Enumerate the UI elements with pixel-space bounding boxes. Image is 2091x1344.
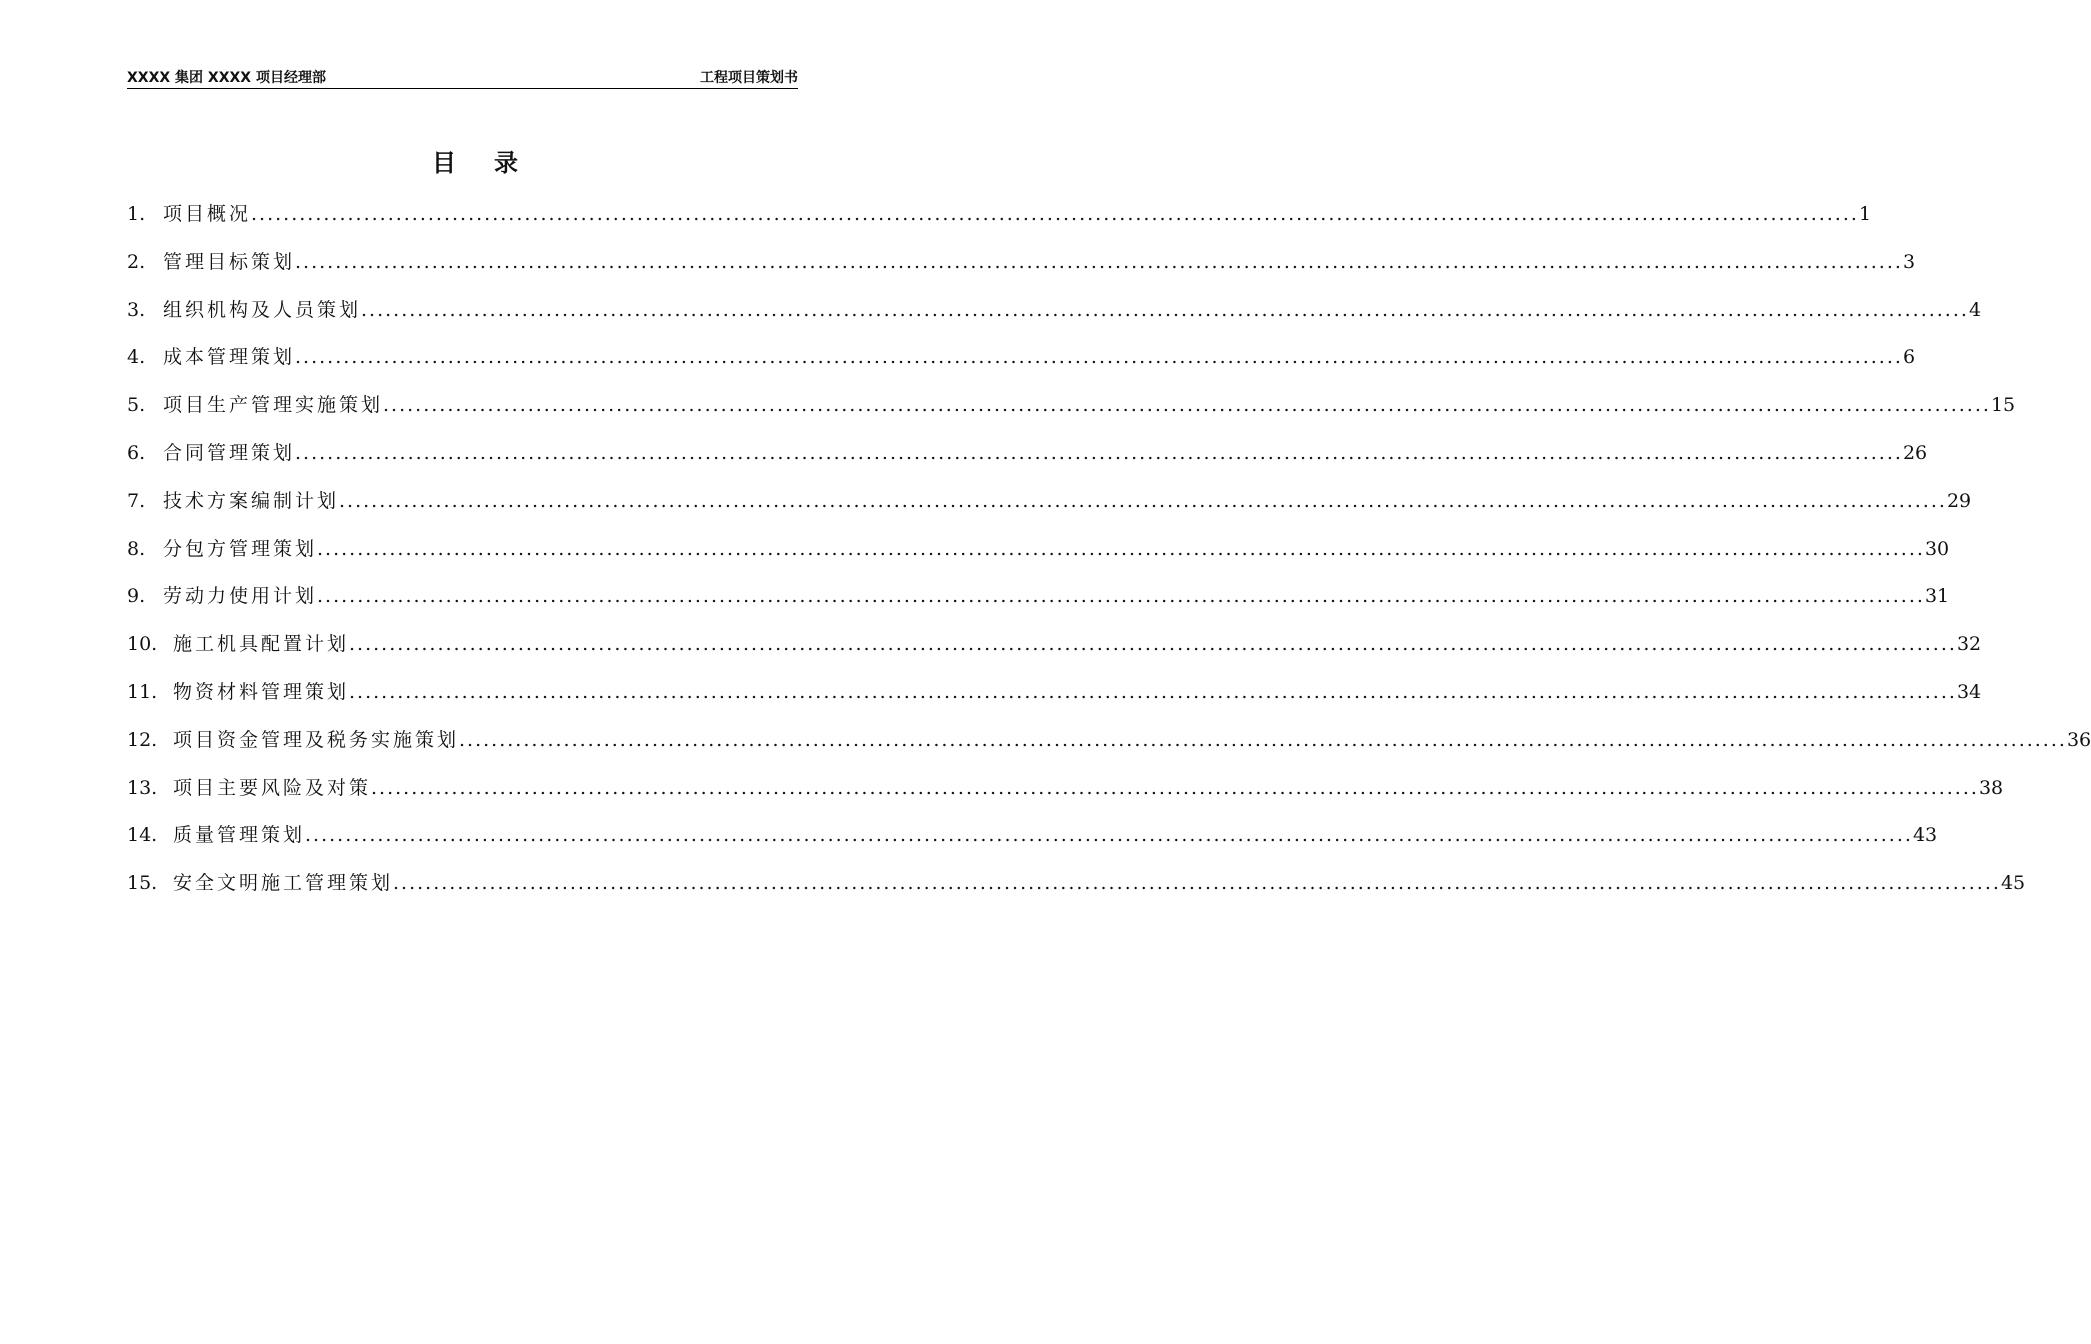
toc-entry-page-number: 3 <box>1902 250 1916 273</box>
toc-entry-number: 4. <box>127 346 146 369</box>
toc-entry[interactable] <box>127 676 1982 724</box>
toc-entry[interactable] <box>127 772 2004 820</box>
toc-entry-title: 合同管理策划 <box>163 441 296 464</box>
toc-entry-number: 1. <box>127 203 146 225</box>
page-header <box>127 70 798 89</box>
toc-entry-page-number: 38 <box>1978 776 2004 799</box>
toc-entry-title: 项目概况 <box>163 203 252 225</box>
toc-dot-leader: ........................................................................................................................................................................................................ <box>305 824 1913 847</box>
toc-entry-number: 14. <box>127 824 158 847</box>
toc-dot-leader: ........................................................................................................................................................................................................ <box>317 537 1925 560</box>
toc-entry-page-number: 26 <box>1902 441 1928 464</box>
toc-entry[interactable] <box>127 294 1982 342</box>
toc-entry-page-number: 31 <box>1924 585 1950 608</box>
toc-entry-number: 3. <box>127 298 146 321</box>
toc-entry-title: 项目资金管理及税务实施策划 <box>173 728 460 751</box>
header-org-name: XXXX 集团 XXXX 项目经理部 <box>127 70 326 86</box>
toc-entry-title: 安全文明施工管理策划 <box>173 872 394 895</box>
table-of-contents <box>127 198 2091 915</box>
toc-entry[interactable] <box>127 198 1872 246</box>
toc-entry-number: 8. <box>127 537 146 560</box>
toc-entry-title: 项目生产管理实施策划 <box>163 394 384 417</box>
toc-entry-page-number: 45 <box>2000 872 2026 895</box>
toc-entry-number: 2. <box>127 250 146 273</box>
toc-entry-title: 管理目标策划 <box>163 250 296 273</box>
toc-entry-number: 11. <box>127 680 158 703</box>
toc-entry-title: 物资材料管理策划 <box>173 680 350 703</box>
toc-entry[interactable] <box>127 389 2016 437</box>
toc-dot-leader: ........................................................................................................................................................................................................ <box>459 728 2067 751</box>
toc-dot-leader: ........................................................................................................................................................................................................ <box>383 394 1991 417</box>
toc-entry[interactable] <box>127 724 2091 772</box>
toc-dot-leader: ........................................................................................................................................................................................................ <box>295 346 1903 369</box>
toc-entry-title: 技术方案编制计划 <box>163 489 340 512</box>
toc-dot-leader: ........................................................................................................................................................................................................ <box>317 585 1925 608</box>
toc-entry-title: 施工机具配置计划 <box>173 633 350 656</box>
toc-entry-number: 13. <box>127 776 158 799</box>
toc-dot-leader: ........................................................................................................................................................................................................ <box>349 633 1957 656</box>
toc-entry[interactable] <box>127 867 2026 915</box>
toc-entry-page-number: 30 <box>1924 537 1950 560</box>
toc-dot-leader: ........................................................................................................................................................................................................ <box>251 203 1859 225</box>
toc-dot-leader: ........................................................................................................................................................................................................ <box>371 776 1979 799</box>
toc-entry[interactable] <box>127 819 1938 867</box>
toc-entry-title: 项目主要风险及对策 <box>173 776 372 799</box>
toc-entry-page-number: 4 <box>1968 298 1982 321</box>
toc-entry[interactable] <box>127 580 1950 628</box>
header-doc-title: 工程项目策划书 <box>700 70 798 86</box>
toc-entry-number: 7. <box>127 489 146 512</box>
toc-entry-number: 6. <box>127 441 146 464</box>
toc-entry-page-number: 32 <box>1956 633 1982 656</box>
toc-entry-page-number: 43 <box>1912 824 1938 847</box>
toc-entry-title: 组织机构及人员策划 <box>163 298 362 321</box>
toc-entry-title: 分包方管理策划 <box>163 537 318 560</box>
toc-entry[interactable] <box>127 485 1972 533</box>
toc-entry-number: 10. <box>127 633 158 656</box>
toc-entry-number: 15. <box>127 872 158 895</box>
toc-dot-leader: ........................................................................................................................................................................................................ <box>349 680 1957 703</box>
toc-dot-leader: ........................................................................................................................................................................................................ <box>393 872 2001 895</box>
toc-entry-page-number: 29 <box>1946 489 1972 512</box>
toc-entry[interactable] <box>127 628 1982 676</box>
toc-dot-leader: ........................................................................................................................................................................................................ <box>295 250 1903 273</box>
toc-entry-title: 劳动力使用计划 <box>163 585 318 608</box>
toc-entry-title: 成本管理策划 <box>163 346 296 369</box>
toc-entry-title: 质量管理策划 <box>173 824 306 847</box>
toc-entry-number: 9. <box>127 585 146 608</box>
toc-entry[interactable] <box>127 437 1928 485</box>
toc-entry-page-number: 15 <box>1990 394 2016 417</box>
toc-dot-leader: ........................................................................................................................................................................................................ <box>295 441 1903 464</box>
toc-entry-page-number: 34 <box>1956 680 1982 703</box>
toc-dot-leader: ........................................................................................................................................................................................................ <box>339 489 1947 512</box>
toc-entry-number: 5. <box>127 394 146 417</box>
toc-entry-page-number: 36 <box>2066 728 2091 751</box>
toc-dot-leader: ........................................................................................................................................................................................................ <box>361 298 1969 321</box>
toc-entry-page-number: 1 <box>1858 203 1872 225</box>
toc-entry-number: 12. <box>127 728 158 751</box>
toc-heading: 目录 <box>432 149 556 177</box>
toc-entry[interactable] <box>127 246 1916 294</box>
toc-entry[interactable] <box>127 533 1950 581</box>
toc-entry[interactable] <box>127 341 1916 389</box>
toc-entry-page-number: 6 <box>1902 346 1916 369</box>
